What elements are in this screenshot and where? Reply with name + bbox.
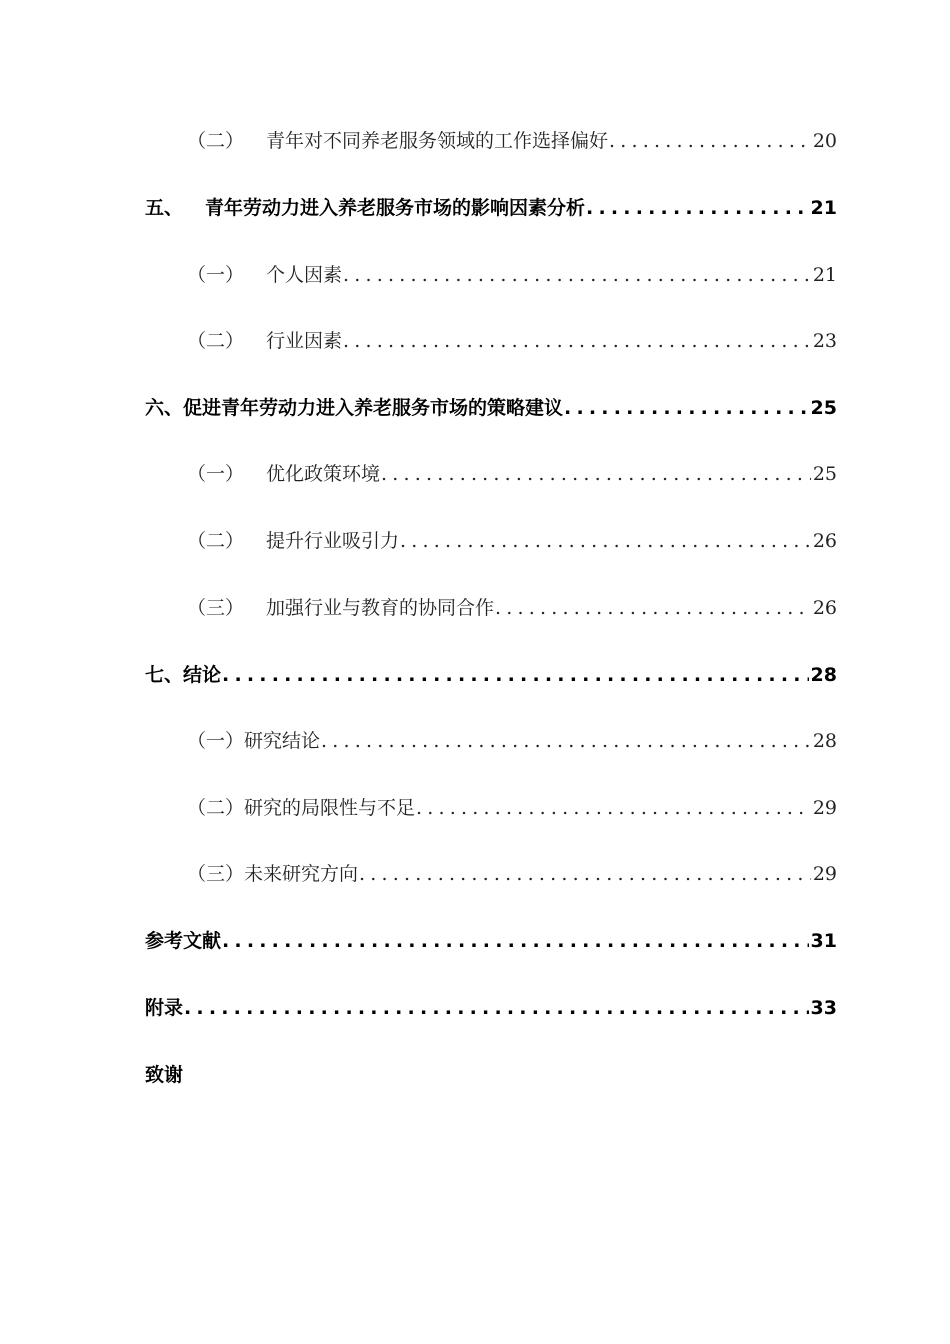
toc-entry-title: 提升行业吸引力 [266,530,400,552]
dot-leader [222,926,809,956]
toc-entry-number: （一） [187,730,245,752]
toc-entry-number: （二） [187,530,245,552]
toc-entry-title: 青年劳动力进入养老服务市场的影响因素分析 [205,197,586,219]
toc-entry[interactable] [187,593,837,623]
toc-entry[interactable] [145,193,837,223]
toc-entry-page: 28 [812,730,837,752]
toc-entry-number: （二） [187,330,245,352]
toc-entry-title: 个人因素 [266,264,343,286]
dot-leader [381,459,811,489]
toc-entry-page: 23 [812,330,837,352]
toc-entry-title: 未来研究方向 [244,863,359,885]
toc-entry-title: 促进青年劳动力进入养老服务市场的策略建议 [183,397,564,419]
toc-entry-number: （二） [187,130,245,152]
dot-leader [343,326,811,356]
toc-entry[interactable] [145,993,837,1023]
dot-leader [586,193,809,223]
toc-entry-page: 31 [810,930,837,952]
toc-entry[interactable] [187,726,837,756]
toc-entry-number: （二） [187,797,245,819]
dot-leader [184,993,809,1023]
toc-entry-title: 结论 [183,664,222,686]
toc-entry-page: 29 [812,863,837,885]
toc-entry-title: 研究的局限性与不足 [244,797,416,819]
dot-leader [400,526,811,556]
dot-leader [222,660,809,690]
dot-leader [416,793,811,823]
toc-entry[interactable] [187,126,837,156]
dot-leader [343,260,811,290]
toc-entry[interactable] [187,326,837,356]
toc-entry[interactable] [187,526,837,556]
dot-leader [495,593,811,623]
toc-entry-page: 26 [812,597,837,619]
toc-entry-page: 21 [810,197,837,219]
toc-entry-page: 26 [812,530,837,552]
toc-entry-page: 21 [812,264,837,286]
toc-entry[interactable] [145,926,837,956]
toc-entry-page: 20 [812,130,837,152]
toc-entry-title: 加强行业与教育的协同合作 [266,597,495,619]
toc-entry-page: 25 [810,397,837,419]
toc-entry-title: 青年对不同养老服务领域的工作选择偏好 [266,130,609,152]
toc-entry-title: 致谢 [145,1064,184,1086]
toc-entry[interactable] [145,660,837,690]
toc-entry-title: 行业因素 [266,330,343,352]
toc-entry-number: （一） [187,264,245,286]
toc-entry-number: 七、 [145,664,184,686]
toc-entry-page: 28 [810,664,837,686]
dot-leader [321,726,811,756]
toc-entry[interactable] [187,859,837,889]
dot-leader [359,859,811,889]
toc-entry-page: 25 [812,463,837,485]
toc-entry-number: 五、 [145,197,184,219]
toc-entry-title: 参考文献 [145,930,222,952]
toc-entry-title: 优化政策环境 [266,463,381,485]
dot-leader [609,126,811,156]
toc-entry-page: 33 [810,997,837,1019]
toc-entry-number: （一） [187,463,245,485]
toc-entry-number: （三） [187,863,245,885]
toc-entry-title: 附录 [145,997,184,1019]
toc-entry[interactable] [187,260,837,290]
toc-entry-page: 29 [812,797,837,819]
toc-entry[interactable] [187,793,837,823]
toc-entry[interactable] [145,393,837,423]
toc-entry[interactable] [145,1060,837,1090]
toc-entry-number: （三） [187,597,245,619]
toc-entry-title: 研究结论 [244,730,321,752]
dot-leader [564,393,809,423]
toc-entry[interactable] [187,459,837,489]
toc-entry-number: 六、 [145,397,184,419]
